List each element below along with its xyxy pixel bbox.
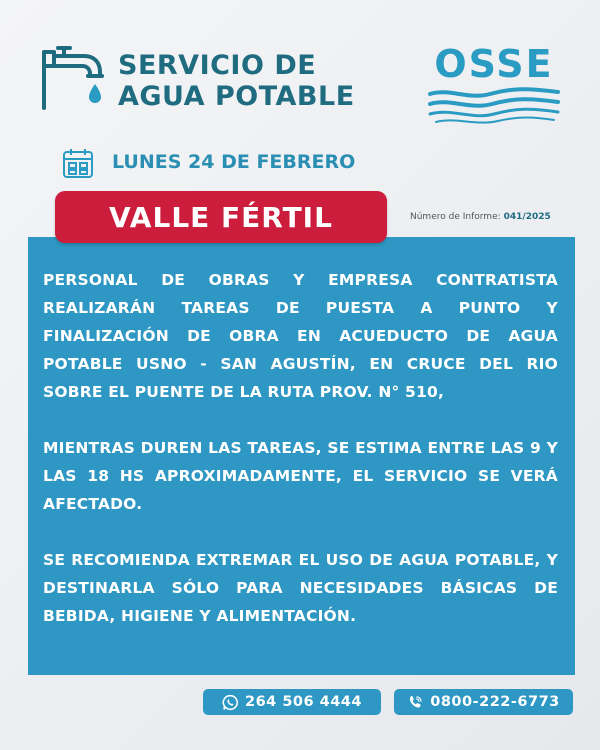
title-line-1: SERVICIO DE [118, 50, 317, 81]
faucet-icon [40, 42, 106, 112]
phone-number: 0800-222-6773 [430, 694, 560, 710]
location-badge: VALLE FÉRTIL [55, 191, 387, 243]
notice-body [43, 266, 558, 658]
report-value: 041/2025 [503, 212, 551, 222]
page-title [118, 50, 355, 112]
title-line-2: AGUA POTABLE [118, 81, 355, 112]
notice-paragraph-2: MIENTRAS DUREN LAS TAREAS, SE ESTIMA ENTRE LAS 9 Y LAS 18 HS APROXIMADAMENTE, EL SERVICIO SE VERÁ AFECTADO. [43, 439, 558, 513]
whatsapp-icon [222, 694, 239, 711]
logo-text: OSSE [434, 42, 554, 86]
phone-icon [407, 694, 424, 711]
date-label: LUNES 24 DE FEBRERO [112, 151, 356, 173]
osse-logo [428, 44, 560, 126]
report-number [410, 212, 551, 222]
whatsapp-number: 264 506 4444 [245, 694, 362, 710]
calendar-icon [62, 147, 94, 179]
whatsapp-contact[interactable] [203, 689, 381, 715]
waves-icon [428, 86, 560, 126]
phone-contact[interactable] [394, 689, 573, 715]
notice-paragraph-3: SE RECOMIENDA EXTREMAR EL USO DE AGUA POTABLE, Y DESTINARLA SÓLO PARA NECESIDADES BÁSICAS DE BEBIDA, HIGIENE Y ALIMENTACIÓN. [43, 551, 558, 625]
notice-paragraph-1: PERSONAL DE OBRAS Y EMPRESA CONTRATISTA REALIZARÁN TAREAS DE PUESTA A PUNTO Y FINALIZACIÓN DE OBRA EN ACUEDUCTO DE AGUA POTABLE USNO - SAN AGUSTÍN, EN CRUCE DEL RIO SOBRE EL PUENTE DE LA RUTA PROV. N° 510, [43, 271, 558, 401]
report-label: Número de Informe: [410, 212, 501, 222]
